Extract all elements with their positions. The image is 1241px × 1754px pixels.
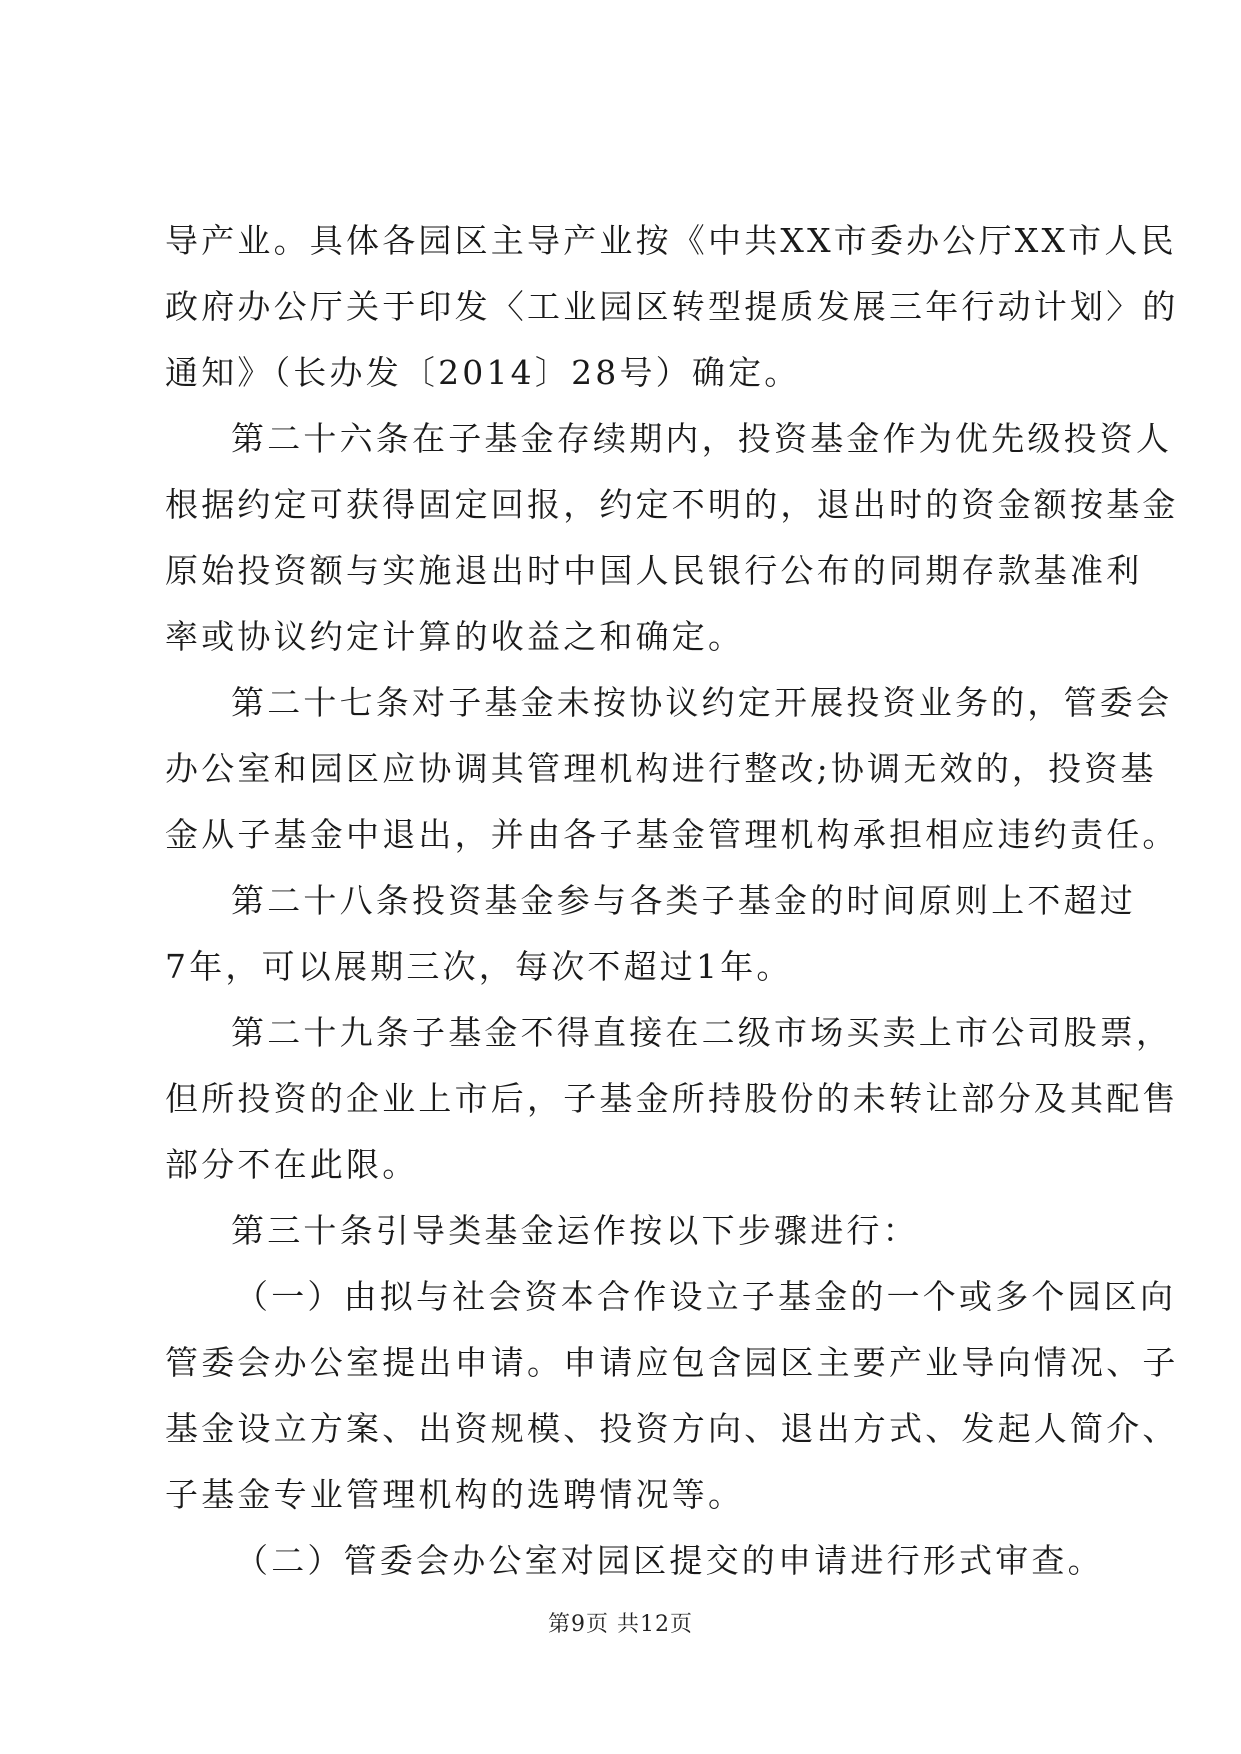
text-line: 导产业。具体各园区主导产业按《中共XX市委办公厅XX市人民 <box>165 221 1177 260</box>
document-body <box>165 208 1179 1594</box>
text-line: 基金设立方案、出资规模、投资方向、退出方式、发起人简介、 <box>165 1409 1179 1448</box>
paragraph-step-1: （一）由拟与社会资本合作设立子基金的一个或多个园区向 <box>235 1277 1177 1316</box>
paragraph-article-29: 第二十九条子基金不得直接在二级市场买卖上市公司股票， <box>231 1013 1173 1052</box>
text-line: 根据约定可获得固定回报，约定不明的，退出时的资金额按基金 <box>165 485 1179 524</box>
paragraph-article-30: 第三十条引导类基金运作按以下步骤进行： <box>231 1211 919 1250</box>
text-line: 7年，可以展期三次，每次不超过1年。 <box>165 947 793 986</box>
text-line: 办公室和园区应协调其管理机构进行整改;协调无效的，投资基 <box>165 749 1157 788</box>
text-line: 但所投资的企业上市后，子基金所持股份的未转让部分及其配售 <box>165 1079 1179 1118</box>
paragraph-article-28: 第二十八条投资基金参与各类子基金的时间原则上不超过 <box>231 881 1136 920</box>
text-line: 管委会办公室提出申请。申请应包含园区主要产业导向情况、子 <box>165 1343 1179 1382</box>
paragraph-article-26: 第二十六条在子基金存续期内，投资基金作为优先级投资人 <box>231 419 1173 458</box>
text-line: 部分不在此限。 <box>165 1145 419 1184</box>
paragraph-step-2: （二）管委会办公室对园区提交的申请进行形式审查。 <box>235 1541 1104 1580</box>
text-line: 政府办公厅关于印发〈工业园区转型提质发展三年行动计划〉的 <box>165 287 1179 326</box>
text-line: 率或协议约定计算的收益之和确定。 <box>165 617 745 656</box>
text-line: 通知》（长办发〔2014〕28号）确定。 <box>165 353 801 392</box>
text-line: 原始投资额与实施退出时中国人民银行公布的同期存款基准利 <box>165 551 1143 590</box>
page-number-footer: 第9页 共12页 <box>548 1612 693 1637</box>
text-line: 金从子基金中退出，并由各子基金管理机构承担相应违约责任。 <box>165 815 1179 854</box>
text-line: 子基金专业管理机构的选聘情况等。 <box>165 1475 745 1514</box>
paragraph-article-27: 第二十七条对子基金未按协议约定开展投资业务的，管委会 <box>231 683 1173 722</box>
